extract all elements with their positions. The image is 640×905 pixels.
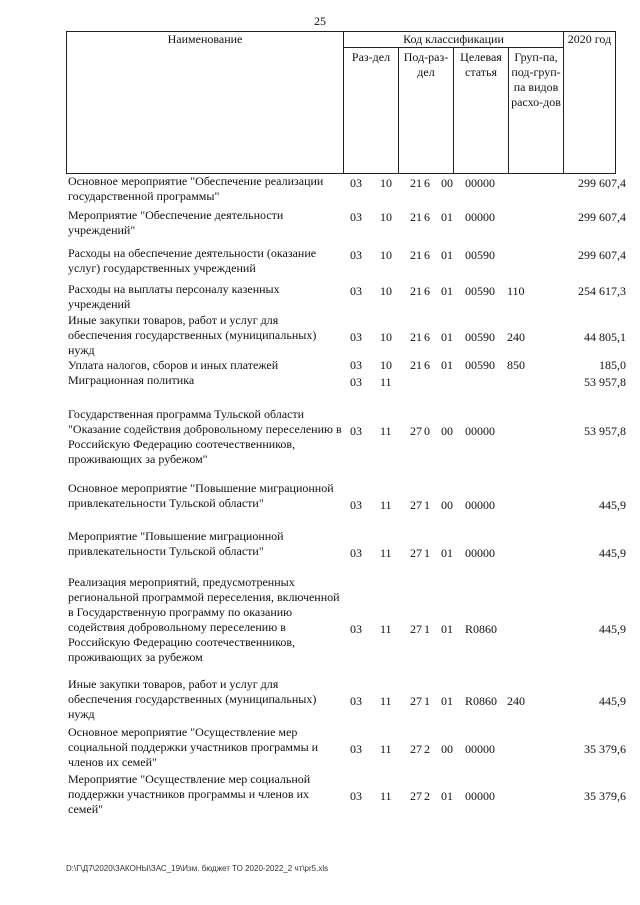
row-name: Миграционная политика bbox=[68, 373, 195, 387]
measure-cell: 01 bbox=[441, 789, 453, 803]
expense-type-cell: 110 bbox=[507, 284, 525, 298]
measure-cell: 01 bbox=[441, 358, 453, 372]
razdel-cell: 03 bbox=[350, 375, 362, 389]
razdel-cell: 03 bbox=[350, 789, 362, 803]
razdel-cell: 03 bbox=[350, 210, 362, 224]
table-row bbox=[66, 373, 626, 403]
podrazdel-cell: 11 bbox=[380, 424, 392, 438]
table-row bbox=[66, 208, 626, 242]
subprogram-cell: 1 bbox=[424, 498, 430, 512]
amount-cell: 445,9 bbox=[599, 622, 626, 636]
razdel-cell: 03 bbox=[350, 498, 362, 512]
razdel-cell: 03 bbox=[350, 424, 362, 438]
measure-cell: 00 bbox=[441, 176, 453, 190]
subprogram-cell: 1 bbox=[424, 546, 430, 560]
program-cell: 27 bbox=[410, 424, 422, 438]
header-razdel: Раз-дел bbox=[344, 48, 399, 174]
footer-path: D:\Г\Д7\2020\ЗАКОНЫ\ЗАС_19\Изм. бюджет ТО 2020-2022_2 чт\pr5.xls bbox=[66, 864, 329, 873]
row-name: Основное мероприятие "Повышение миграционной привлекательности Тульской области" bbox=[68, 481, 334, 510]
row-name: Реализация мероприятий, предусмотренных региональной программой переселения, включенной в Государственную программу по оказанию содействия добровольному переселению в Российскую Федерацию соотечественников, проживающих за рубежом bbox=[68, 575, 340, 664]
amount-cell: 445,9 bbox=[599, 546, 626, 560]
amount-cell: 445,9 bbox=[599, 694, 626, 708]
podrazdel-cell: 10 bbox=[380, 248, 392, 262]
table-row bbox=[66, 567, 626, 677]
expense-type-cell: 240 bbox=[507, 694, 525, 708]
table-header bbox=[66, 31, 616, 174]
program-cell: 27 bbox=[410, 694, 422, 708]
measure-cell: 01 bbox=[441, 694, 453, 708]
measure-cell: 00 bbox=[441, 424, 453, 438]
program-cell: 21 bbox=[410, 284, 422, 298]
subprogram-cell: 2 bbox=[424, 789, 430, 803]
amount-cell: 35 379,6 bbox=[584, 789, 626, 803]
amount-cell: 299 607,4 bbox=[578, 248, 626, 262]
amount-cell: 35 379,6 bbox=[584, 742, 626, 756]
podrazdel-cell: 11 bbox=[380, 694, 392, 708]
measure-cell: 01 bbox=[441, 546, 453, 560]
podrazdel-cell: 11 bbox=[380, 498, 392, 512]
program-cell: 27 bbox=[410, 622, 422, 636]
table-row bbox=[66, 282, 626, 313]
subprogram-cell: 6 bbox=[424, 210, 430, 224]
razdel-cell: 03 bbox=[350, 358, 362, 372]
subprogram-cell: 6 bbox=[424, 330, 430, 344]
table-row bbox=[66, 529, 626, 567]
table-row bbox=[66, 313, 626, 358]
row-name: Иные закупки товаров, работ и услуг для обеспечения государственных (муниципальных) нужд bbox=[68, 677, 317, 721]
measure-cell: 01 bbox=[441, 284, 453, 298]
razdel-cell: 03 bbox=[350, 284, 362, 298]
expense-type-cell: 240 bbox=[507, 330, 525, 344]
subprogram-cell: 6 bbox=[424, 248, 430, 262]
razdel-cell: 03 bbox=[350, 330, 362, 344]
razdel-cell: 03 bbox=[350, 176, 362, 190]
measure-cell: 00 bbox=[441, 742, 453, 756]
row-name: Государственная программа Тульской области "Оказание содействия добровольному переселению в Российскую Федерацию соотечественников, проживающих за рубежом" bbox=[68, 407, 342, 466]
row-name: Мероприятие "Обеспечение деятельности учреждений" bbox=[68, 208, 284, 237]
direction-cell: 00000 bbox=[465, 789, 495, 803]
podrazdel-cell: 11 bbox=[380, 622, 392, 636]
amount-cell: 185,0 bbox=[599, 358, 626, 372]
direction-cell: 00590 bbox=[465, 358, 495, 372]
amount-cell: 299 607,4 bbox=[578, 210, 626, 224]
direction-cell: 00000 bbox=[465, 210, 495, 224]
row-name: Расходы на обеспечение деятельности (оказание услуг) государственных учреждений bbox=[68, 246, 317, 275]
subprogram-cell: 6 bbox=[424, 284, 430, 298]
table-row bbox=[66, 174, 626, 208]
table-row bbox=[66, 473, 626, 529]
program-cell: 21 bbox=[410, 330, 422, 344]
row-name: Расходы на выплаты персоналу казенных учреждений bbox=[68, 282, 280, 311]
header-gruppa: Груп-па, под-груп-па видов расхо-дов bbox=[509, 48, 564, 174]
direction-cell: 00000 bbox=[465, 498, 495, 512]
direction-cell: R0860 bbox=[465, 622, 498, 636]
razdel-cell: 03 bbox=[350, 694, 362, 708]
podrazdel-cell: 10 bbox=[380, 358, 392, 372]
row-name: Иные закупки товаров, работ и услуг для обеспечения государственных (муниципальных) нужд bbox=[68, 313, 317, 357]
measure-cell: 00 bbox=[441, 498, 453, 512]
measure-cell: 01 bbox=[441, 330, 453, 344]
table-row bbox=[66, 725, 626, 772]
podrazdel-cell: 11 bbox=[380, 375, 392, 389]
table-row bbox=[66, 772, 626, 822]
direction-cell: 00000 bbox=[465, 546, 495, 560]
podrazdel-cell: 10 bbox=[380, 284, 392, 298]
program-cell: 21 bbox=[410, 248, 422, 262]
podrazdel-cell: 10 bbox=[380, 330, 392, 344]
amount-cell: 299 607,4 bbox=[578, 176, 626, 190]
podrazdel-cell: 11 bbox=[380, 742, 392, 756]
razdel-cell: 03 bbox=[350, 546, 362, 560]
row-name: Уплата налогов, сборов и иных платежей bbox=[68, 358, 279, 372]
measure-cell: 01 bbox=[441, 210, 453, 224]
direction-cell: 00590 bbox=[465, 330, 495, 344]
header-celevaya: Целевая статья bbox=[454, 48, 509, 174]
subprogram-cell: 1 bbox=[424, 622, 430, 636]
table-row bbox=[66, 403, 626, 473]
direction-cell: 00590 bbox=[465, 284, 495, 298]
program-cell: 27 bbox=[410, 742, 422, 756]
measure-cell: 01 bbox=[441, 622, 453, 636]
table-body bbox=[66, 174, 626, 822]
amount-cell: 254 617,3 bbox=[578, 284, 626, 298]
amount-cell: 53 957,8 bbox=[584, 375, 626, 389]
header-name: Наименование bbox=[67, 32, 344, 174]
razdel-cell: 03 bbox=[350, 742, 362, 756]
direction-cell: 00590 bbox=[465, 248, 495, 262]
direction-cell: 00000 bbox=[465, 424, 495, 438]
table-row bbox=[66, 242, 626, 282]
subprogram-cell: 6 bbox=[424, 176, 430, 190]
header-podrazdel: Под-раз-дел bbox=[399, 48, 454, 174]
table-row bbox=[66, 358, 626, 373]
amount-cell: 445,9 bbox=[599, 498, 626, 512]
direction-cell: 00000 bbox=[465, 742, 495, 756]
podrazdel-cell: 11 bbox=[380, 546, 392, 560]
row-name: Основное мероприятие "Осуществление мер социальной поддержки участников программы и членов их семей" bbox=[68, 725, 319, 769]
subprogram-cell: 6 bbox=[424, 358, 430, 372]
header-code-group: Код классификации bbox=[344, 32, 564, 48]
page-number: 25 bbox=[314, 14, 326, 28]
row-name: Мероприятие "Повышение миграционной привлекательности Тульской области" bbox=[68, 529, 284, 558]
amount-cell: 53 957,8 bbox=[584, 424, 626, 438]
subprogram-cell: 0 bbox=[424, 424, 430, 438]
razdel-cell: 03 bbox=[350, 248, 362, 262]
subprogram-cell: 1 bbox=[424, 694, 430, 708]
direction-cell: R0860 bbox=[465, 694, 498, 708]
table-row bbox=[66, 677, 626, 725]
podrazdel-cell: 10 bbox=[380, 210, 392, 224]
expense-type-cell: 850 bbox=[507, 358, 525, 372]
program-cell: 27 bbox=[410, 498, 422, 512]
program-cell: 21 bbox=[410, 358, 422, 372]
header-year: 2020 год bbox=[564, 32, 616, 174]
program-cell: 21 bbox=[410, 210, 422, 224]
podrazdel-cell: 10 bbox=[380, 176, 392, 190]
row-name: Мероприятие "Осуществление мер социальной поддержки участников программы и членов их семей" bbox=[68, 772, 311, 816]
measure-cell: 01 bbox=[441, 248, 453, 262]
program-cell: 27 bbox=[410, 546, 422, 560]
subprogram-cell: 2 bbox=[424, 742, 430, 756]
amount-cell: 44 805,1 bbox=[584, 330, 626, 344]
program-cell: 27 bbox=[410, 789, 422, 803]
row-name: Основное мероприятие "Обеспечение реализации государственной программы" bbox=[68, 174, 324, 203]
direction-cell: 00000 bbox=[465, 176, 495, 190]
podrazdel-cell: 11 bbox=[380, 789, 392, 803]
program-cell: 21 bbox=[410, 176, 422, 190]
razdel-cell: 03 bbox=[350, 622, 362, 636]
